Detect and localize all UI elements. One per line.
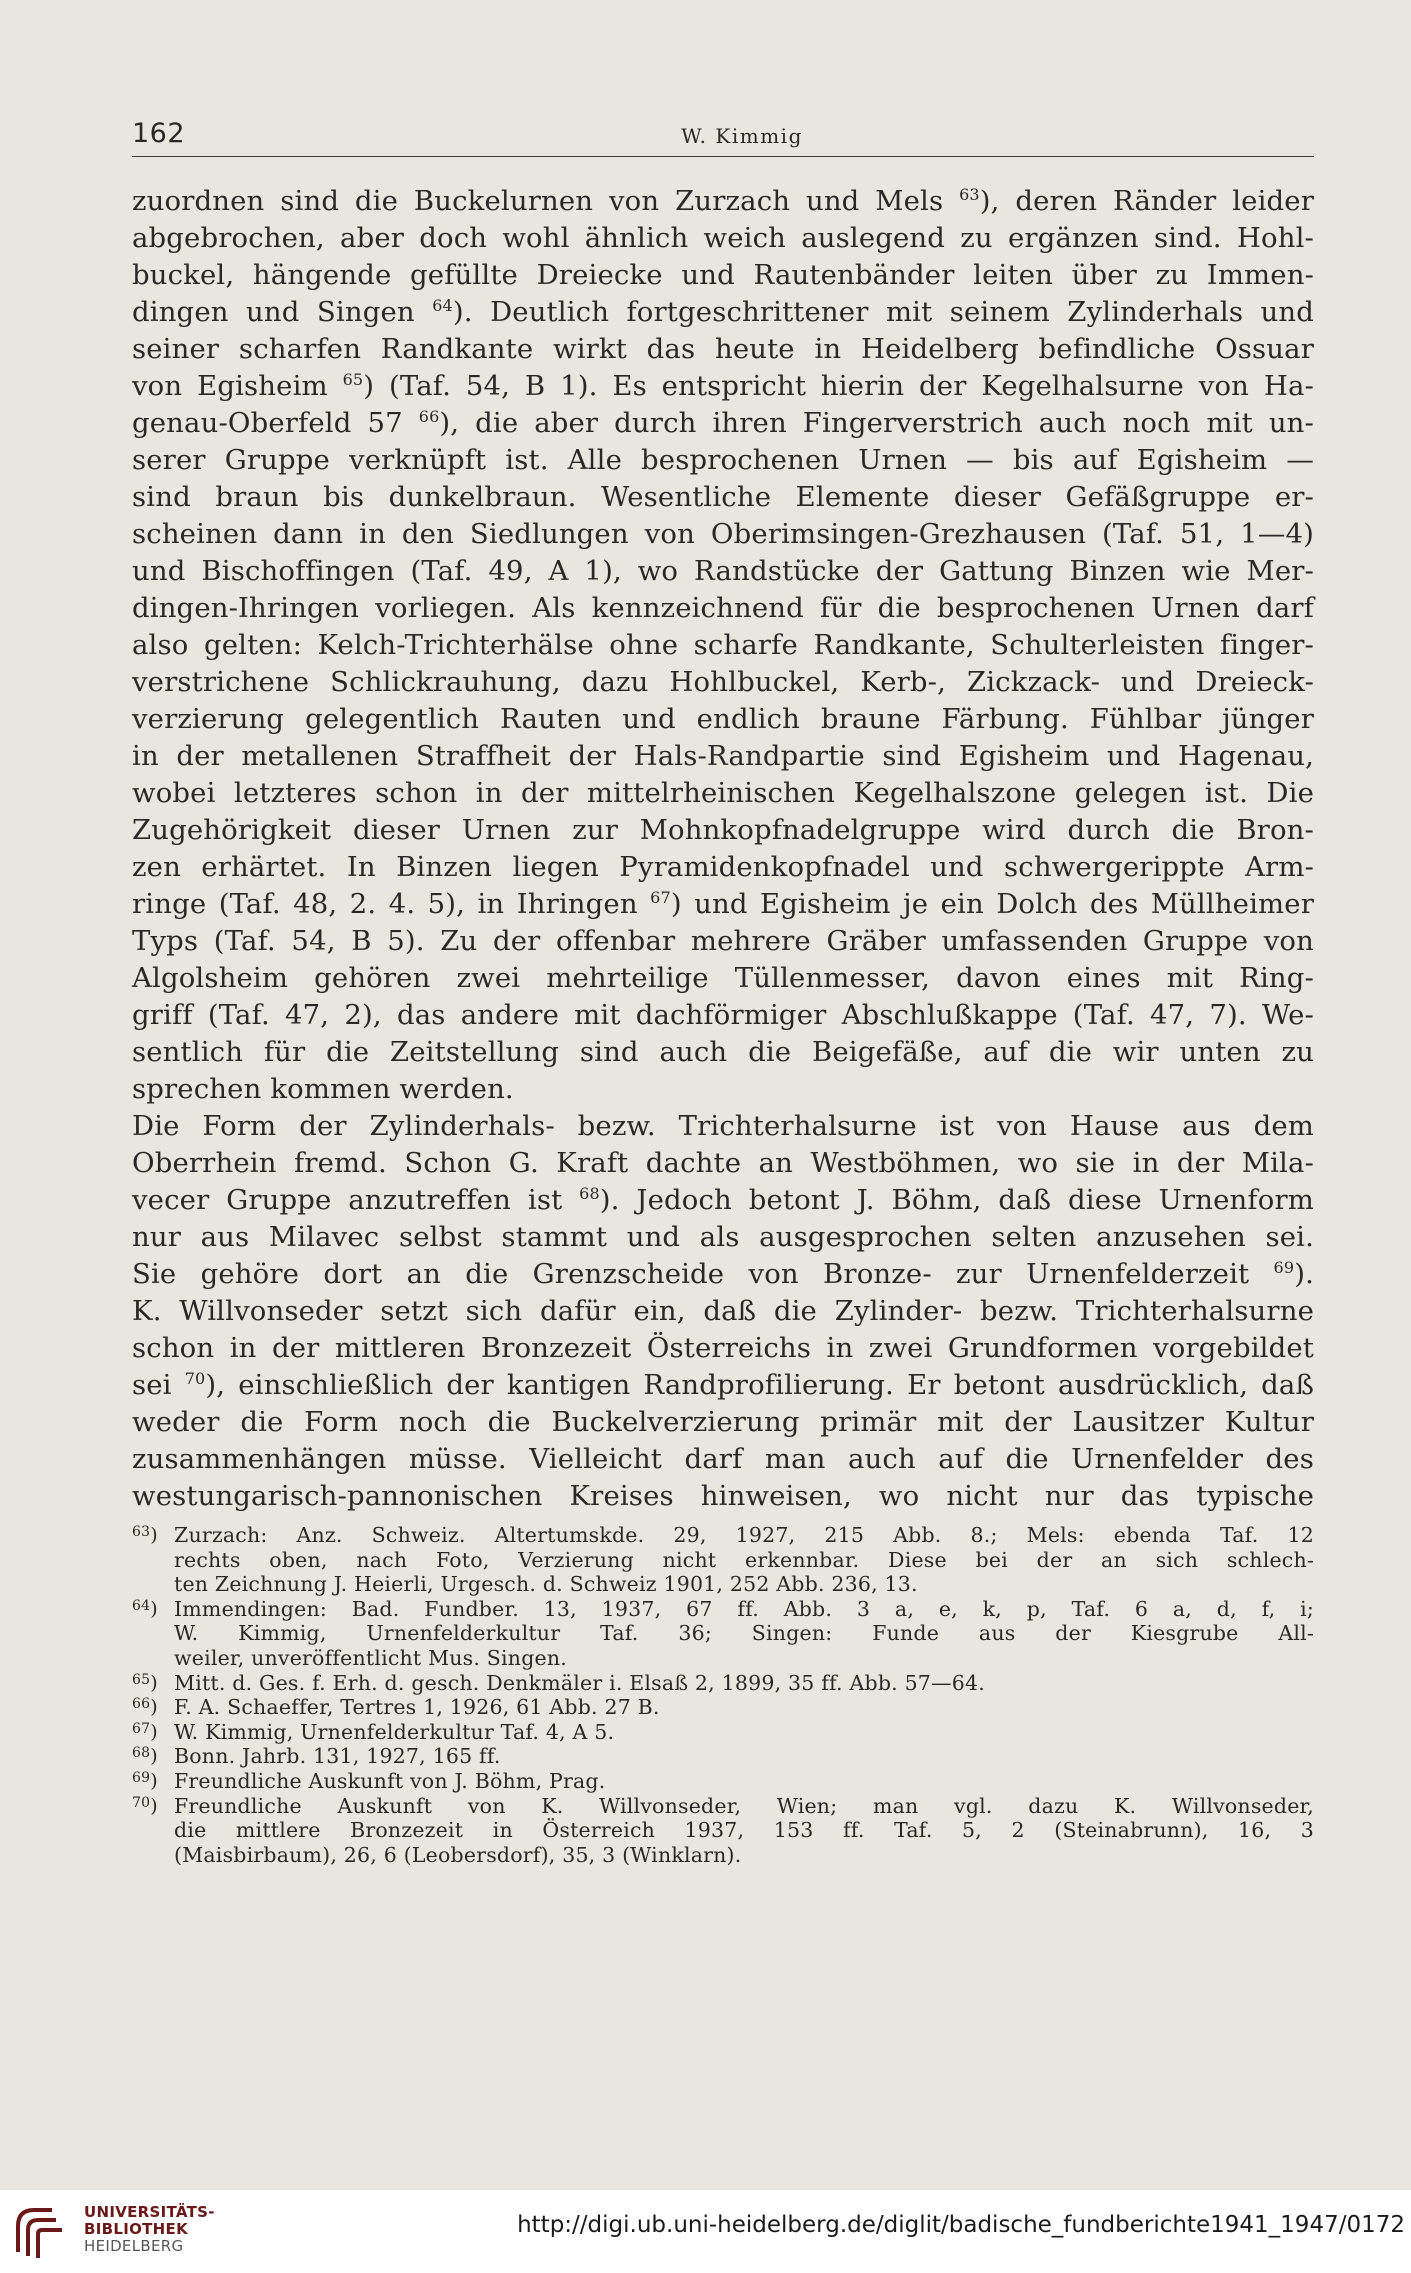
footnote-ref: 69: [1273, 1257, 1295, 1277]
text-line: sind braun bis dunkelbraun. Wesentliche Elemente dieser Gefäßgruppe er-: [132, 481, 1314, 513]
text-line: zusammenhängen müsse. Vielleicht darf man auch auf die Urnenfelder des: [132, 1443, 1314, 1475]
footnote-ref: 70: [184, 1368, 206, 1388]
text-line: also gelten: Kelch-Trichterhälse ohne scharfe Randkante, Schulterleisten finger-: [132, 629, 1314, 661]
page-number: 162: [132, 118, 186, 149]
footnote: 68) Bonn. Jahrb. 131, 1927, 165 ff.: [132, 1744, 1314, 1769]
footnote-line: die mittlere Bronzezeit in Österreich 1937, 153 ff. Taf. 5, 2 (Steinabrunn), 16, 3: [174, 1818, 1314, 1843]
text-line: von Egisheim $^{65}$) (Taf. 54, B 1). Es entspricht hierin der Kegelhalsurne von Ha-: [132, 369, 1314, 402]
footnote-line: ten Zeichnung J. Heierli, Urgesch. d. Schweiz 1901, 252 Abb. 236, 13.: [174, 1572, 918, 1597]
text-line: in der metallenen Straffheit der Hals-Randpartie sind Egisheim und Hagenau,: [132, 740, 1314, 772]
text-line: seiner scharfen Randkante wirkt das heute in Heidelberg befindliche Ossuar: [132, 333, 1314, 365]
text-line: Algolsheim gehören zwei mehrteilige Tüllenmesser, davon eines mit Ring-: [132, 962, 1314, 994]
footnotes: [132, 1523, 1314, 1867]
text-line: und Bischoffingen (Taf. 49, A 1), wo Randstücke der Gattung Binzen wie Mer-: [132, 555, 1314, 587]
footnote: 70) Freundliche Auskunft von K. Willvonseder, Wien; man vgl. dazu K. Willvonseder,: [132, 1794, 1314, 1819]
text-line: sentlich für die Zeitstellung sind auch die Beigefäße, auf die wir unten zu: [132, 1036, 1314, 1068]
text-line: Typs (Taf. 54, B 5). Zu der offenbar mehrere Gräber umfassenden Gruppe von: [132, 925, 1314, 957]
footnote-ref: 67: [650, 887, 671, 907]
footnote-number: 63): [132, 1524, 158, 1546]
viewer-footer: [0, 2190, 1411, 2273]
footnote-line: rechts oben, nach Foto, Verzierung nicht erkennbar. Diese bei der an sich schlech-: [174, 1547, 1314, 1572]
text-line: Oberrhein fremd. Schon G. Kraft dachte an Westböhmen, wo sie in der Mila-: [132, 1147, 1314, 1179]
footnote-number: 69): [132, 1769, 158, 1792]
text-line: Zugehörigkeit dieser Urnen zur Mohnkopfnadelgruppe wird durch die Bron-: [132, 814, 1314, 846]
text-line: sprechen kommen werden.: [132, 1073, 514, 1105]
footnote-line: weiler, unveröffentlicht Mus. Singen.: [174, 1645, 567, 1670]
footnote: 66) F. A. Schaeffer, Tertres 1, 1926, 61 Abb. 27 B.: [132, 1695, 1314, 1720]
footnote: 64) Immendingen: Bad. Fundber. 13, 1937, 67 ff. Abb. 3 a, e, k, p, Taf. 6 a, d, f, i;: [132, 1597, 1314, 1622]
text-line: sei $^{70}$), einschließlich der kantigen Randprofilierung. Er betont ausdrücklich, daß: [132, 1368, 1314, 1401]
text-line: schon in der mittleren Bronzezeit Österreichs in zwei Grundformen vorgebildet: [132, 1332, 1314, 1364]
footnote-ref: 65: [342, 369, 364, 389]
footnote-line: W. Kimmig, Urnenfelderkultur Taf. 36; Singen: Funde aus der Kiesgrube All-: [174, 1621, 1314, 1646]
library-name: UNIVERSITÄTS- BIBLIOTHEK HEIDELBERG: [84, 2203, 215, 2255]
permalink-url[interactable]: http://digi.ub.uni-heidelberg.de/diglit/badische_fundberichte1941_1947/0172: [517, 2212, 1405, 2238]
footnote-number: 67): [132, 1720, 158, 1743]
text-line: K. Willvonseder setzt sich dafür ein, daß die Zylinder- bezw. Trichterhalsurne: [132, 1295, 1314, 1327]
footnote-number: 70): [132, 1794, 158, 1817]
footnote-ref: 64: [432, 295, 453, 315]
footnote-ref: 66: [418, 406, 440, 426]
footnote: 63) Zurzach: Anz. Schweiz. Altertumskde. 29, 1927, 215 Abb. 8.; Mels: ebenda Taf. 12: [132, 1523, 1314, 1548]
footnote: 69) Freundliche Auskunft von J. Böhm, Prag.: [132, 1769, 1314, 1794]
footnote-number: 65): [132, 1671, 158, 1694]
library-logo-icon: [12, 2202, 72, 2262]
text-line: serer Gruppe verknüpft ist. Alle besprochenen Urnen — bis auf Egisheim —: [132, 444, 1314, 476]
footnote-number: 68): [132, 1745, 158, 1768]
text-line: zen erhärtet. In Binzen liegen Pyramidenkopfnadel und schwergerippte Arm-: [132, 851, 1314, 883]
footnote-number: 66): [132, 1696, 158, 1719]
text-line: ringe (Taf. 48, 2. 4. 5), in Ihringen $^{67}$) und Egisheim je ein Dolch des Müllheimer: [132, 887, 1314, 920]
text-line: buckel, hängende gefüllte Dreiecke und Rautenbänder leiten über zu Immen-: [132, 259, 1314, 291]
footnote-number: 64): [132, 1597, 158, 1620]
text-line: vecer Gruppe anzutreffen ist $^{68}$). Jedoch betont J. Böhm, daß diese Urnenform: [132, 1183, 1314, 1216]
text-line: nur aus Milavec selbst stammt und als ausgesprochen selten anzusehen sei.: [132, 1221, 1314, 1253]
text-line: dingen-Ihringen vorliegen. Als kennzeichnend für die besprochenen Urnen darf: [132, 592, 1314, 624]
text-line: verstrichene Schlickrauhung, dazu Hohlbuckel, Kerb-, Zickzack- und Dreieck-: [132, 666, 1314, 698]
page-header: [132, 118, 1314, 157]
text-line: genau-Oberfeld 57 $^{66}$), die aber durch ihren Fingerverstrich auch noch mit un-: [132, 406, 1314, 439]
footnote: 65) Mitt. d. Ges. f. Erh. d. gesch. Denkmäler i. Elsaß 2, 1899, 35 ff. Abb. 57—64.: [132, 1671, 1314, 1696]
running-head: W. Kimmig: [681, 124, 803, 148]
text-line: Die Form der Zylinderhals- bezw. Trichterhalsurne ist von Hause aus dem: [132, 1110, 1314, 1142]
text-line: dingen und Singen $^{64}$). Deutlich fortgeschrittener mit seinem Zylinderhals und: [132, 295, 1314, 328]
footnote-ref: 63: [959, 184, 980, 204]
text-line: westungarisch-pannonischen Kreises hinweisen, wo nicht nur das typische: [132, 1480, 1314, 1512]
text-line: weder die Form noch die Buckelverzierung primär mit der Lausitzer Kultur: [132, 1406, 1314, 1438]
text-line: Sie gehöre dort an die Grenzscheide von Bronze- zur Urnenfelderzeit $^{69}$).: [132, 1257, 1314, 1290]
footnote-ref: 68: [579, 1183, 600, 1203]
text-line: griff (Taf. 47, 2), das andere mit dachförmiger Abschlußkappe (Taf. 47, 7). We-: [132, 999, 1314, 1031]
footnote-line: (Maisbirbaum), 26, 6 (Leobersdorf), 35, 3 (Winklarn).: [174, 1842, 742, 1867]
text-line: zuordnen sind die Buckelurnen von Zurzach und Mels $^{63}$), deren Ränder leider: [132, 184, 1314, 217]
text-line: abgebrochen, aber doch wohl ähnlich weich auslegend zu ergänzen sind. Hohl-: [132, 222, 1314, 254]
text-line: scheinen dann in den Siedlungen von Oberimsingen-Grezhausen (Taf. 51, 1—4): [132, 518, 1314, 550]
text-line: verzierung gelegentlich Rauten und endlich braune Färbung. Fühlbar jünger: [132, 703, 1314, 735]
footnote: 67) W. Kimmig, Urnenfelderkultur Taf. 4, A 5.: [132, 1720, 1314, 1745]
text-line: wobei letzteres schon in der mittelrheinischen Kegelhalszone gelegen ist. Die: [132, 777, 1314, 809]
body-text: [132, 183, 1314, 1515]
